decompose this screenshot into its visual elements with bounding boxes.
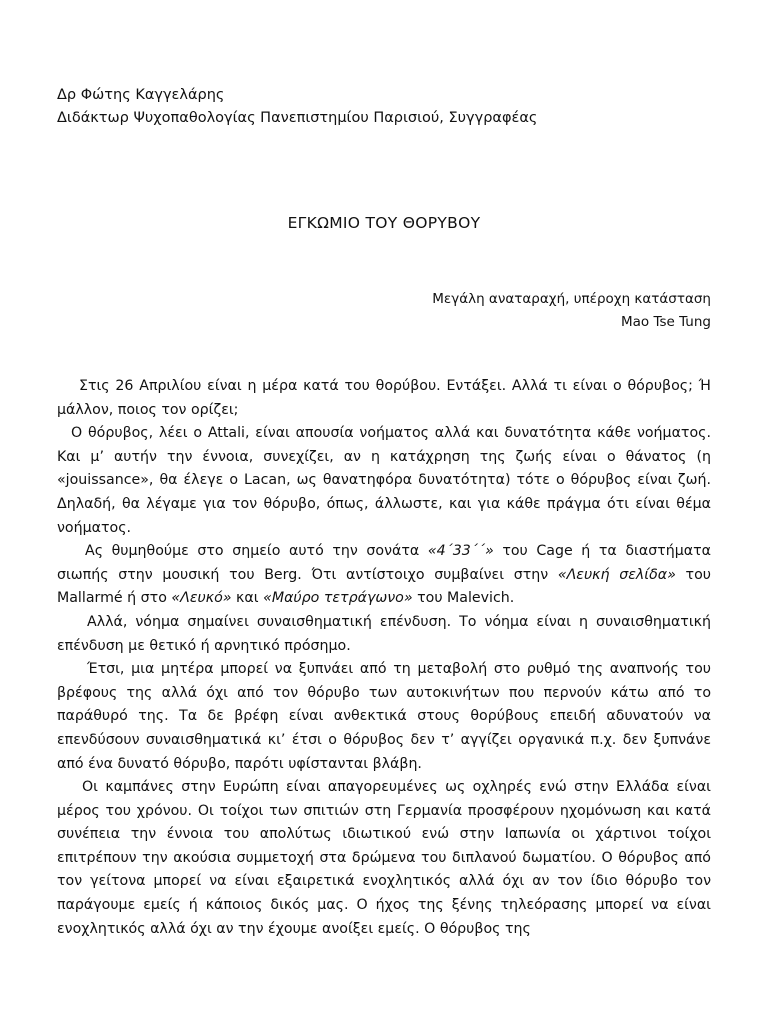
paragraph-1: Στις 26 Απριλίου είναι η μέρα κατά του θορύβου. Εντάξει. Αλλά τι είναι ο θόρυβος; Ή μάλλον, ποιος τον ορίζει;	[57, 378, 711, 418]
document-title: ΕΓΚΩΜΙΟ ΤΟΥ ΘΟΡΥΒΟΥ	[287, 214, 481, 232]
black-square-title: «Μαύρο τετράγωνο»	[263, 590, 413, 607]
body-text	[57, 375, 711, 941]
white-title: «Λευκό»	[171, 590, 232, 607]
author-title: Διδάκτωρ Ψυχοπαθολογίας Πανεπιστημίου Παρισιού, Συγγραφέας	[57, 110, 538, 126]
paragraph-6: Οι καμπάνες στην Ευρώπη είναι απαγορευμένες ως οχληρές ενώ στην Ελλάδα είναι μέρος του χρόνου. Οι τοίχοι των σπιτιών στη Γερμανία προσφέρουν ηχομόνωση και κατά συνέπεια την έννοια του απολύτως ιδιωτικού ενώ στην Ιαπωνία οι χάρτινοι τοίχοι επιτρέπουν την ακούσια συμμετοχή στα δρώμενα του διπλανού δωματίου. Ο θόρυβος από τον γείτονα μπορεί να είναι εξαιρετικά ενοχλητικός αλλά όχι αν τον ίδιο θόρυβο τον παράγουμε εμείς ή κάποιος δικός μας. Ο ήχος της ξένης τηλεόρασης μπορεί να είναι ενοχλητικός αλλά όχι αν την έχουμε ανοίξει εμείς. Ο θόρυβος της	[57, 779, 711, 937]
author-block	[57, 84, 537, 130]
paragraph-3-text-5: του Malevich.	[412, 590, 515, 607]
paragraph-2: Ο θόρυβος, λέει ο Attali, είναι απουσία νοήματος αλλά και δυνατότητα κάθε νοήματος. Και μ’ αυτήν την έννοια, συνεχίζει, αν η κατάχρηση της ζωής είναι ο θάνατος (η «jouissance», θα έλεγε ο Lacan, ως θανατηφόρα δυνατότητα) τότε ο θόρυβος είναι ζωή. Δηλαδή, θα λέγαμε για τον θόρυβο, όπως, άλλωστε, και για κάθε πράγμα ότι είναι θέμα νοήματος.	[57, 425, 711, 536]
white-page-title: «Λευκή σελίδα»	[557, 566, 676, 583]
paragraph-3-text-2: του Cage ή τα διαστήματα σιωπής στην μουσική του Berg. Ότι αντίστοιχο συμβαίνει στην	[57, 543, 711, 583]
author-name: Δρ Φώτης Καγγελάρης	[57, 87, 225, 103]
epigraph-attribution: Mao Tse Tung	[621, 314, 711, 330]
paragraph-3-text-3: του Mallarmé ή στο	[57, 566, 711, 607]
paragraph-3	[57, 540, 711, 611]
epigraph	[432, 288, 711, 334]
paragraph-4: Αλλά, νόημα σημαίνει συναισθηματική επένδυση. Το νόημα είναι η συναισθηματική επένδυση με θετικό ή αρνητικό πρόσημο.	[57, 613, 711, 654]
sonata-title: «4΄33΄΄»	[427, 543, 494, 560]
paragraph-3-text-1: Ας θυμηθούμε στο σημείο αυτό την σονάτα	[85, 543, 428, 560]
epigraph-quote: Μεγάλη αναταραχή, υπέροχη κατάσταση	[432, 291, 711, 307]
paragraph-3-text-4: και	[231, 590, 264, 607]
paragraph-5: Έτσι, μια μητέρα μπορεί να ξυπνάει από τη μεταβολή στο ρυθμό της αναπνοής του βρέφους της αλλά όχι από τον θόρυβο των αυτοκινήτων που περνούν κάτω από το παράθυρό της. Τα δε βρέφη είναι ανθεκτικά στους θορύβους επειδή αδυνατούν να επενδύσουν συναισθηματικά κι’ έτσι ο θόρυβος δεν τ’ αγγίζει οργανικά π.χ. δεν ξυπνάνε από ένα δυνατό θόρυβο, παρότι υφίστανται βλάβη.	[57, 661, 711, 772]
